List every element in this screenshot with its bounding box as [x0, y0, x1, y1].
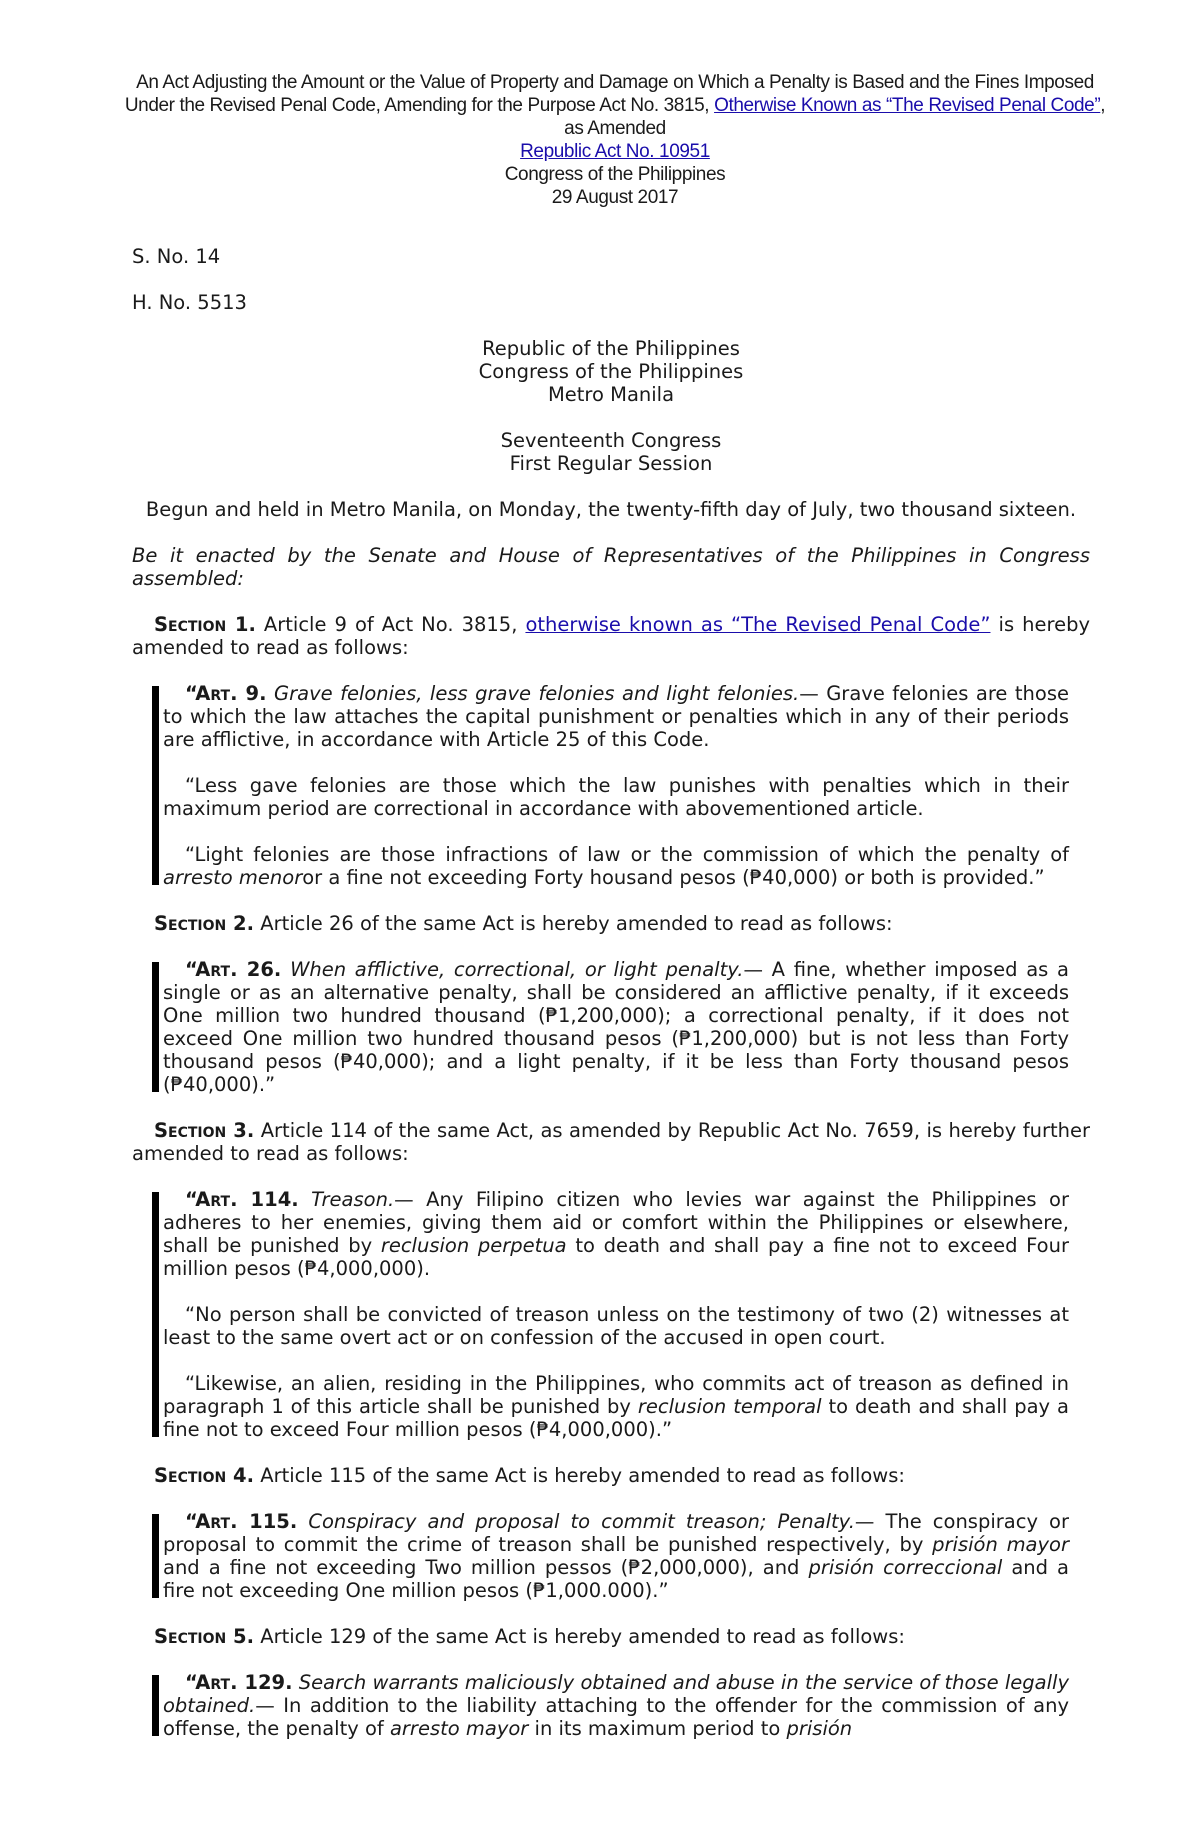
revised-penal-code-link[interactable]: Otherwise Known as “The Revised Penal Code”: [714, 95, 1101, 116]
quote-bar: [152, 1192, 159, 1437]
section-2: Section 2. Article 26 of the same Act is hereby amended to read as follows:: [154, 912, 893, 935]
article-26-quote: “Art. 26. When afflictive, correctional, or light penalty.— A fine, whether imposed as a single or as an alternative penalty, shall be considered an afflictive penalty, if it exceeds One million two hundred thousand (₱1,200,000); a correctional penalty, if it does not exceed One million two hundred thousand pesos (₱1,200,000) but is not less than Forty thousand pesos (₱40,000); and a light penalty, if it be less than Forty thousand pesos (₱40,000).”: [132, 958, 1069, 1096]
quote-bar: [152, 1675, 159, 1736]
quote-bar: [152, 686, 159, 885]
article-label: “Art. 114.: [185, 1188, 299, 1211]
article-paragraph: “No person shall be convicted of treason unless on the testimony of two (2) witnesses at least to the same overt act or on confession of the accused in open court.: [163, 1303, 1069, 1349]
senate-bill-number: S. No. 14: [132, 245, 221, 268]
issuer: Congress of the Philippines: [504, 164, 726, 185]
article-title: Treason.: [298, 1188, 395, 1211]
session-heading: Seventeenth Congress First Regular Session: [500, 429, 722, 475]
article-title: Grave felonies, less grave felonies and light felonies.: [266, 682, 800, 705]
section-label: Section 2.: [154, 912, 255, 935]
article-114-quote: “Art. 114. Treason.— Any Filipino citizen who levies war against the Philippines or adheres to her enemies, giving them aid or comfort within the Philippines or elsewhere, shall be punished by reclusion perpetua to death and shall pay a fine not to exceed Four million pesos (₱4,000,000). “No person shall be convicted of treason unless on the testimony of two (2) witnesses at least to the same overt act or on confession of the accused in open court. “Likewise, an alien, residing in the Philippines, who commits act of treason as defined in paragraph 1 of this article shall be punished by reclusion temporal to death and shall pay a fine not to exceed Four million pesos (₱4,000,000).”: [132, 1188, 1069, 1441]
section-4: Section 4. Article 115 of the same Act is hereby amended to read as follows:: [154, 1464, 905, 1487]
section-label: Section 3.: [154, 1119, 255, 1142]
article-title: Conspiracy and proposal to commit treason; Penalty.: [297, 1510, 855, 1533]
article-title: When afflictive, correctional, or light penalty.: [281, 958, 744, 981]
section-label: Section 1.: [154, 613, 256, 636]
article-129-quote: “Art. 129. Search warrants maliciously obtained and abuse in the service of those legally obtained.— In addition to the liability attaching to the offender for the commission of any offense, the penalty of arresto mayor in its maximum period to prisión: [132, 1671, 1069, 1740]
section-label: Section 4.: [154, 1464, 255, 1487]
article-label: “Art. 9.: [185, 682, 267, 705]
document-title: An Act Adjusting the Amount or the Value of Property and Damage on Which a Penalty is Based and the Fines Imposed Under the Revised Penal Code, Amending for the Purpose Act No. 3815, Otherwise Known as “The Revised Penal Code”, as Amended: [124, 72, 1106, 139]
section-label: Section 5.: [154, 1625, 255, 1648]
section-1: Section 1. Article 9 of Act No. 3815, otherwise known as “The Revised Penal Code” is hereby amended to read as follows:: [132, 613, 1090, 659]
quote-bar: [152, 1514, 159, 1598]
article-paragraph: “Less gave felonies are those which the law punishes with penalties which in their maximum period are correctional in accordance with abovementioned article.: [163, 774, 1069, 820]
document-date: 29 August 2017: [551, 187, 679, 208]
house-bill-number: H. No. 5513: [132, 291, 247, 314]
section-3: Section 3. Article 114 of the same Act, as amended by Republic Act No. 7659, is hereby further amended to read as follows:: [132, 1119, 1091, 1165]
article-title: Search warrants maliciously obtained and abuse in the service of those legally obtained.: [163, 1671, 1069, 1717]
section-5: Section 5. Article 129 of the same Act is hereby amended to read as follows:: [154, 1625, 905, 1648]
begun-statement: Begun and held in Metro Manila, on Monday, the twenty-fifth day of July, two thousand sixteen.: [145, 498, 1077, 521]
article-label: “Art. 26.: [185, 958, 282, 981]
article-paragraph: “Light felonies are those infractions of law or the commission of which the penalty of arresto menoror a fine not exceeding Forty housand pesos (₱40,000) or both is provided.”: [163, 843, 1069, 889]
quote-bar: [152, 962, 159, 1092]
article-label: “Art. 115.: [185, 1510, 298, 1533]
document-body: [132, 245, 1090, 1763]
article-9-quote: “Art. 9. Grave felonies, less grave felonies and light felonies.— Grave felonies are those to which the law attaches the capital punishment or penalties which in any of their periods are afflictive, in accordance with Article 25 of this Code. “Less gave felonies are those which the law punishes with penalties which in their maximum period are correctional in accordance with abovementioned article. “Light felonies are those infractions of law or the commission of which the penalty of arresto menoror a fine not exceeding Forty housand pesos (₱40,000) or both is provided.”: [132, 682, 1069, 889]
article-label: “Art. 129.: [185, 1671, 293, 1694]
enacting-clause: Be it enacted by the Senate and House of Representatives of the Philippines in Congress assembled:: [132, 544, 1090, 590]
preamble-heading: Republic of the Philippines Congress of the Philippines Metro Manila: [478, 337, 744, 406]
revised-penal-code-link[interactable]: otherwise known as “The Revised Penal Code”: [525, 613, 991, 636]
document-header: [120, 71, 1110, 209]
article-115-quote: “Art. 115. Conspiracy and proposal to commit treason; Penalty.— The conspiracy or proposal to commit the crime of treason shall be punished respectively, by prisión mayor and a fine not exceeding Two million pessos (₱2,000,000), and prisión correccional and a fire not exceeding One million pesos (₱1,000.000).”: [132, 1510, 1069, 1602]
republic-act-link[interactable]: Republic Act No. 10951: [520, 141, 710, 162]
article-paragraph: “Likewise, an alien, residing in the Philippines, who commits act of treason as defined in paragraph 1 of this article shall be punished by reclusion temporal to death and shall pay a fine not to exceed Four million pesos (₱4,000,000).”: [163, 1372, 1069, 1441]
